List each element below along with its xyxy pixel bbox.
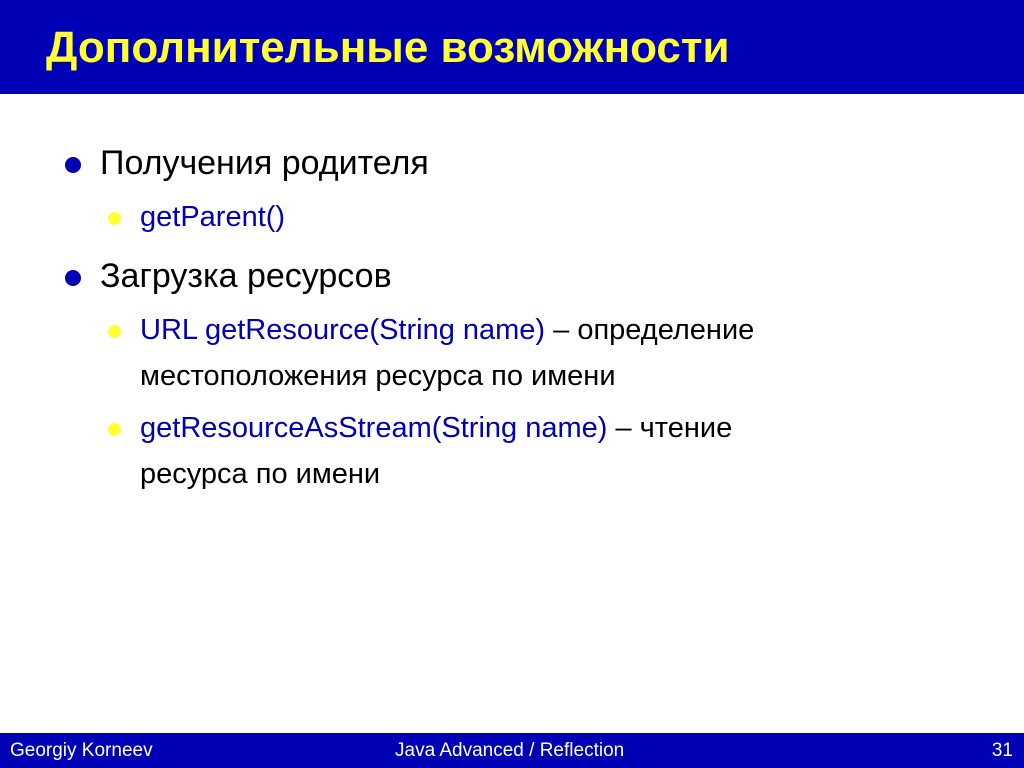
slide-title: Дополнительные возможности — [46, 23, 730, 72]
bullet-dot-icon — [65, 157, 81, 173]
bullet-dot-icon — [65, 270, 81, 286]
page-number: 31 — [991, 740, 1013, 761]
description-text: ресурса по имени — [140, 458, 381, 490]
sub-bullet-continuation — [140, 451, 380, 498]
sub-bullet-item — [140, 307, 754, 354]
bullet-item — [100, 142, 429, 184]
footer-bar — [0, 733, 1024, 768]
sub-bullet-item — [140, 405, 732, 452]
footer-author: Georgiy Korneev — [10, 740, 153, 761]
sub-bullet-dot-icon — [108, 325, 121, 338]
code-text: getParent() — [140, 201, 286, 233]
code-text: URL getResource(String name) — [140, 314, 546, 346]
bullet-item — [100, 255, 392, 297]
sub-bullet-dot-icon — [108, 423, 121, 436]
description-text: – определение — [545, 314, 755, 346]
sub-bullet-item — [140, 194, 285, 241]
description-text: местоположения ресурса по имени — [140, 360, 616, 392]
code-text: getResourceAsStream(String name) — [140, 412, 608, 444]
footer-course-title: Java Advanced / Reflection — [395, 740, 625, 761]
title-bar — [0, 0, 1024, 94]
sub-bullet-dot-icon — [108, 212, 121, 225]
bullet-text: Загрузка ресурсов — [100, 257, 392, 295]
description-text: – чтение — [607, 412, 733, 444]
sub-bullet-continuation — [140, 353, 616, 400]
bullet-text: Получения родителя — [100, 144, 429, 182]
